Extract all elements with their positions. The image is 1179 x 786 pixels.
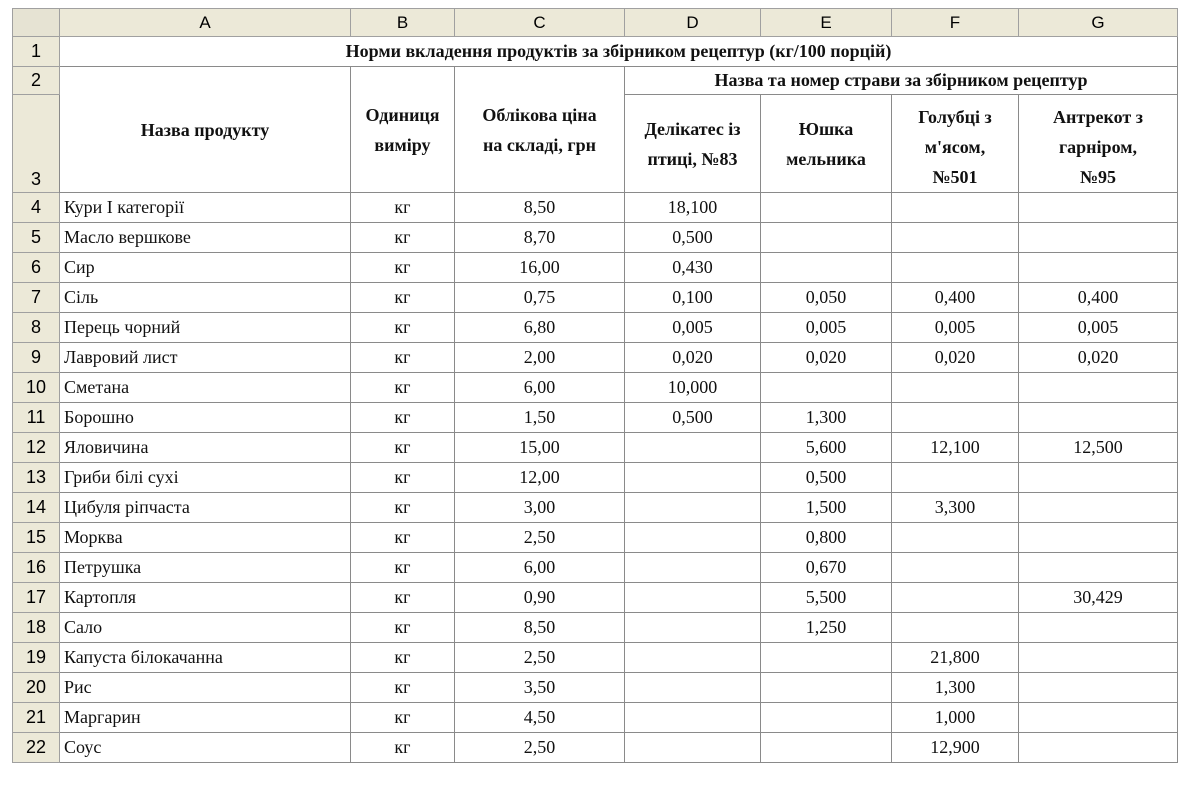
cell-price[interactable]: 2,00 — [455, 343, 625, 373]
row-header-3[interactable]: 3 — [13, 95, 60, 193]
cell-dish-e[interactable]: 0,500 — [761, 463, 892, 493]
row-header[interactable]: 5 — [13, 223, 60, 253]
cell-dish-f[interactable] — [892, 223, 1019, 253]
cell-product-name[interactable]: Рис — [60, 673, 351, 703]
column-header-a[interactable]: A — [60, 9, 351, 37]
cell-dish-f[interactable] — [892, 523, 1019, 553]
row-header[interactable]: 14 — [13, 493, 60, 523]
header-dish-g[interactable] — [1019, 95, 1178, 193]
row-header[interactable]: 19 — [13, 643, 60, 673]
table-row — [13, 613, 1178, 643]
cell-dish-e[interactable] — [761, 703, 892, 733]
cell-product-name[interactable]: Сметана — [60, 373, 351, 403]
cell-dish-d[interactable] — [625, 463, 761, 493]
header-dish-g-line1: Антрекот з — [1053, 107, 1143, 127]
cell-dish-f[interactable] — [892, 193, 1019, 223]
cell-unit[interactable]: кг — [351, 343, 455, 373]
cell-price[interactable]: 16,00 — [455, 253, 625, 283]
table-row — [13, 493, 1178, 523]
cell-unit[interactable]: кг — [351, 493, 455, 523]
row-header[interactable]: 8 — [13, 313, 60, 343]
row-header[interactable]: 21 — [13, 703, 60, 733]
header-dish-d-line1: Делікатес із — [644, 118, 741, 139]
cell-unit[interactable]: кг — [351, 733, 455, 763]
cell-product-name[interactable]: Соус — [60, 733, 351, 763]
header-price-line2: на складі, грн — [483, 134, 596, 155]
column-header-c[interactable]: C — [455, 9, 625, 37]
cell-dish-f[interactable]: 12,100 — [892, 433, 1019, 463]
row-header-1[interactable]: 1 — [13, 37, 60, 67]
cell-dish-e[interactable]: 1,500 — [761, 493, 892, 523]
cell-product-name[interactable]: Маргарин — [60, 703, 351, 733]
header-dish-f[interactable] — [892, 95, 1019, 193]
header-dish-e-line2: мельника — [786, 148, 866, 169]
cell-dish-d[interactable] — [625, 493, 761, 523]
cell-unit[interactable]: кг — [351, 193, 455, 223]
header-product-name[interactable] — [60, 67, 351, 193]
cell-unit[interactable]: кг — [351, 313, 455, 343]
cell-dish-e[interactable]: 5,600 — [761, 433, 892, 463]
cell-dish-f[interactable]: 1,300 — [892, 673, 1019, 703]
row-header[interactable]: 6 — [13, 253, 60, 283]
cell-dish-e[interactable]: 1,250 — [761, 613, 892, 643]
column-header-g[interactable]: G — [1019, 9, 1178, 37]
header-dish-e[interactable] — [761, 95, 892, 193]
cell-dish-f[interactable] — [892, 613, 1019, 643]
row-header[interactable]: 15 — [13, 523, 60, 553]
row-header[interactable]: 11 — [13, 403, 60, 433]
table-title[interactable]: Норми вкладення продуктів за збірником рецептур (кг/100 порцій) — [60, 37, 1178, 67]
cell-dish-g[interactable]: 30,429 — [1019, 583, 1178, 613]
table-row — [13, 373, 1178, 403]
cell-product-name[interactable]: Перець чорний — [60, 313, 351, 343]
cell-unit[interactable]: кг — [351, 283, 455, 313]
cell-unit[interactable]: кг — [351, 373, 455, 403]
header-dish-f-line2: м'ясом, — [924, 137, 986, 157]
cell-dish-g[interactable] — [1019, 613, 1178, 643]
cell-product-name[interactable]: Капуста білокачанна — [60, 643, 351, 673]
cell-dish-e[interactable]: 0,005 — [761, 313, 892, 343]
row-header[interactable]: 22 — [13, 733, 60, 763]
cell-product-name[interactable]: Гриби білі сухі — [60, 463, 351, 493]
cell-price[interactable]: 8,70 — [455, 223, 625, 253]
cell-dish-f[interactable] — [892, 403, 1019, 433]
header-unit-line1: Одиниця — [365, 104, 440, 125]
header-dish-g-line2: гарніром, — [1059, 137, 1137, 157]
cell-dish-d[interactable] — [625, 673, 761, 703]
row-header-2[interactable]: 2 — [13, 67, 60, 95]
cell-unit[interactable]: кг — [351, 403, 455, 433]
cell-dish-d[interactable] — [625, 733, 761, 763]
header-unit[interactable] — [351, 67, 455, 193]
cell-dish-g[interactable]: 12,500 — [1019, 433, 1178, 463]
header-price-line1: Облікова ціна — [482, 104, 597, 125]
header-dish-d-line2: птиці, №83 — [647, 148, 738, 169]
cell-product-name[interactable]: Кури І категорії — [60, 193, 351, 223]
cell-dish-e[interactable]: 5,500 — [761, 583, 892, 613]
cell-price[interactable]: 0,75 — [455, 283, 625, 313]
table-row — [13, 253, 1178, 283]
cell-price[interactable]: 0,90 — [455, 583, 625, 613]
header-dish-f-line3: №501 — [932, 167, 978, 187]
cell-dish-f[interactable] — [892, 373, 1019, 403]
table-row — [13, 523, 1178, 553]
cell-dish-d[interactable]: 10,000 — [625, 373, 761, 403]
table-row — [13, 313, 1178, 343]
cell-dish-f[interactable] — [892, 553, 1019, 583]
cell-dish-d[interactable] — [625, 613, 761, 643]
header-product-text: Назва продукту — [140, 119, 270, 140]
column-header-b[interactable]: B — [351, 9, 455, 37]
cell-dish-d[interactable] — [625, 523, 761, 553]
table-row — [13, 403, 1178, 433]
cell-price[interactable]: 3,00 — [455, 493, 625, 523]
column-header-d[interactable]: D — [625, 9, 761, 37]
cell-dish-d[interactable]: 0,500 — [625, 223, 761, 253]
cell-dish-g[interactable] — [1019, 373, 1178, 403]
cell-dish-e[interactable] — [761, 673, 892, 703]
cell-dish-g[interactable]: 0,005 — [1019, 313, 1178, 343]
cell-dish-g[interactable] — [1019, 223, 1178, 253]
cell-dish-g[interactable] — [1019, 733, 1178, 763]
cell-product-name[interactable]: Яловичина — [60, 433, 351, 463]
cell-dish-d[interactable] — [625, 703, 761, 733]
cell-dish-e[interactable] — [761, 223, 892, 253]
cell-price[interactable]: 4,50 — [455, 703, 625, 733]
cell-product-name[interactable]: Масло вершкове — [60, 223, 351, 253]
cell-product-name[interactable]: Цибуля ріпчаста — [60, 493, 351, 523]
cell-unit[interactable]: кг — [351, 223, 455, 253]
header-dish-g-line3: №95 — [1079, 167, 1117, 187]
cell-price[interactable]: 2,50 — [455, 733, 625, 763]
cell-dish-g[interactable] — [1019, 553, 1178, 583]
row-header[interactable]: 13 — [13, 463, 60, 493]
cell-dish-d[interactable]: 0,005 — [625, 313, 761, 343]
cell-dish-d[interactable]: 18,100 — [625, 193, 761, 223]
cell-price[interactable]: 6,80 — [455, 313, 625, 343]
table-row — [13, 193, 1178, 223]
cell-unit[interactable]: кг — [351, 703, 455, 733]
cell-dish-f[interactable]: 12,900 — [892, 733, 1019, 763]
cell-dish-d[interactable]: 0,430 — [625, 253, 761, 283]
cell-dish-g[interactable] — [1019, 193, 1178, 223]
table-row — [13, 673, 1178, 703]
cell-dish-d[interactable] — [625, 553, 761, 583]
cell-dish-f[interactable] — [892, 463, 1019, 493]
cell-dish-e[interactable]: 0,800 — [761, 523, 892, 553]
row-header[interactable]: 4 — [13, 193, 60, 223]
row-header[interactable]: 18 — [13, 613, 60, 643]
cell-unit[interactable]: кг — [351, 673, 455, 703]
cell-price[interactable]: 3,50 — [455, 673, 625, 703]
row-header[interactable]: 12 — [13, 433, 60, 463]
cell-dish-f[interactable]: 21,800 — [892, 643, 1019, 673]
table-row — [13, 733, 1178, 763]
cell-dish-e[interactable] — [761, 733, 892, 763]
header-dish-f-line1: Голубці з — [918, 107, 992, 127]
table-row — [13, 703, 1178, 733]
cell-product-name[interactable]: Сіль — [60, 283, 351, 313]
cell-dish-g[interactable] — [1019, 253, 1178, 283]
cell-dish-g[interactable] — [1019, 643, 1178, 673]
cell-unit[interactable]: кг — [351, 433, 455, 463]
cell-price[interactable]: 15,00 — [455, 433, 625, 463]
cell-unit[interactable]: кг — [351, 463, 455, 493]
cell-dish-d[interactable]: 0,500 — [625, 403, 761, 433]
cell-dish-e[interactable]: 0,020 — [761, 343, 892, 373]
cell-dish-f[interactable]: 1,000 — [892, 703, 1019, 733]
cell-product-name[interactable]: Лавровий лист — [60, 343, 351, 373]
cell-price[interactable]: 6,00 — [455, 373, 625, 403]
cell-product-name[interactable]: Картопля — [60, 583, 351, 613]
cell-dish-d[interactable] — [625, 433, 761, 463]
cell-dish-e[interactable]: 0,670 — [761, 553, 892, 583]
table-row — [13, 553, 1178, 583]
cell-dish-g[interactable] — [1019, 463, 1178, 493]
header-dish-group[interactable]: Назва та номер страви за збірником рецептур — [625, 67, 1178, 95]
row-header[interactable]: 17 — [13, 583, 60, 613]
cell-dish-g[interactable] — [1019, 523, 1178, 553]
cell-dish-e[interactable] — [761, 253, 892, 283]
table-row — [13, 463, 1178, 493]
spreadsheet-grid — [12, 8, 1178, 763]
cell-dish-f[interactable]: 0,005 — [892, 313, 1019, 343]
cell-dish-e[interactable] — [761, 373, 892, 403]
column-header-e[interactable]: E — [761, 9, 892, 37]
cell-price[interactable]: 12,00 — [455, 463, 625, 493]
cell-dish-f[interactable] — [892, 583, 1019, 613]
cell-unit[interactable]: кг — [351, 253, 455, 283]
table-row — [13, 223, 1178, 253]
column-header-f[interactable]: F — [892, 9, 1019, 37]
cell-dish-d[interactable] — [625, 583, 761, 613]
cell-dish-e[interactable] — [761, 193, 892, 223]
cell-product-name[interactable]: Петрушка — [60, 553, 351, 583]
header-dish-d[interactable] — [625, 95, 761, 193]
cell-unit[interactable]: кг — [351, 583, 455, 613]
cell-product-name[interactable]: Сало — [60, 613, 351, 643]
cell-dish-d[interactable] — [625, 643, 761, 673]
cell-dish-f[interactable] — [892, 253, 1019, 283]
table-row — [13, 433, 1178, 463]
cell-dish-e[interactable]: 1,300 — [761, 403, 892, 433]
cell-dish-g[interactable] — [1019, 703, 1178, 733]
row-header[interactable]: 16 — [13, 553, 60, 583]
table-row — [13, 283, 1178, 313]
cell-unit[interactable]: кг — [351, 523, 455, 553]
row-header[interactable]: 10 — [13, 373, 60, 403]
row-header[interactable]: 9 — [13, 343, 60, 373]
table-row — [13, 343, 1178, 373]
cell-price[interactable]: 8,50 — [455, 193, 625, 223]
cell-unit[interactable]: кг — [351, 613, 455, 643]
row-header[interactable]: 7 — [13, 283, 60, 313]
cell-price[interactable]: 2,50 — [455, 643, 625, 673]
header-unit-line2: виміру — [374, 134, 431, 155]
cell-dish-g[interactable]: 0,020 — [1019, 343, 1178, 373]
cell-dish-g[interactable] — [1019, 673, 1178, 703]
cell-unit[interactable]: кг — [351, 553, 455, 583]
cell-dish-d[interactable]: 0,020 — [625, 343, 761, 373]
cell-dish-f[interactable]: 3,300 — [892, 493, 1019, 523]
cell-dish-e[interactable] — [761, 643, 892, 673]
cell-price[interactable]: 8,50 — [455, 613, 625, 643]
cell-dish-g[interactable] — [1019, 403, 1178, 433]
header-price[interactable] — [455, 67, 625, 193]
cell-dish-f[interactable]: 0,020 — [892, 343, 1019, 373]
cell-price[interactable]: 2,50 — [455, 523, 625, 553]
cell-unit[interactable]: кг — [351, 643, 455, 673]
cell-dish-e[interactable]: 0,050 — [761, 283, 892, 313]
cell-dish-d[interactable]: 0,100 — [625, 283, 761, 313]
cell-product-name[interactable]: Борошно — [60, 403, 351, 433]
cell-price[interactable]: 6,00 — [455, 553, 625, 583]
cell-dish-f[interactable]: 0,400 — [892, 283, 1019, 313]
table-row — [13, 643, 1178, 673]
cell-product-name[interactable]: Сир — [60, 253, 351, 283]
table-row — [13, 583, 1178, 613]
header-dish-e-line1: Юшка — [798, 118, 854, 139]
select-all-corner[interactable] — [13, 9, 60, 37]
row-header[interactable]: 20 — [13, 673, 60, 703]
cell-price[interactable]: 1,50 — [455, 403, 625, 433]
cell-dish-g[interactable] — [1019, 493, 1178, 523]
cell-dish-g[interactable]: 0,400 — [1019, 283, 1178, 313]
cell-product-name[interactable]: Морква — [60, 523, 351, 553]
